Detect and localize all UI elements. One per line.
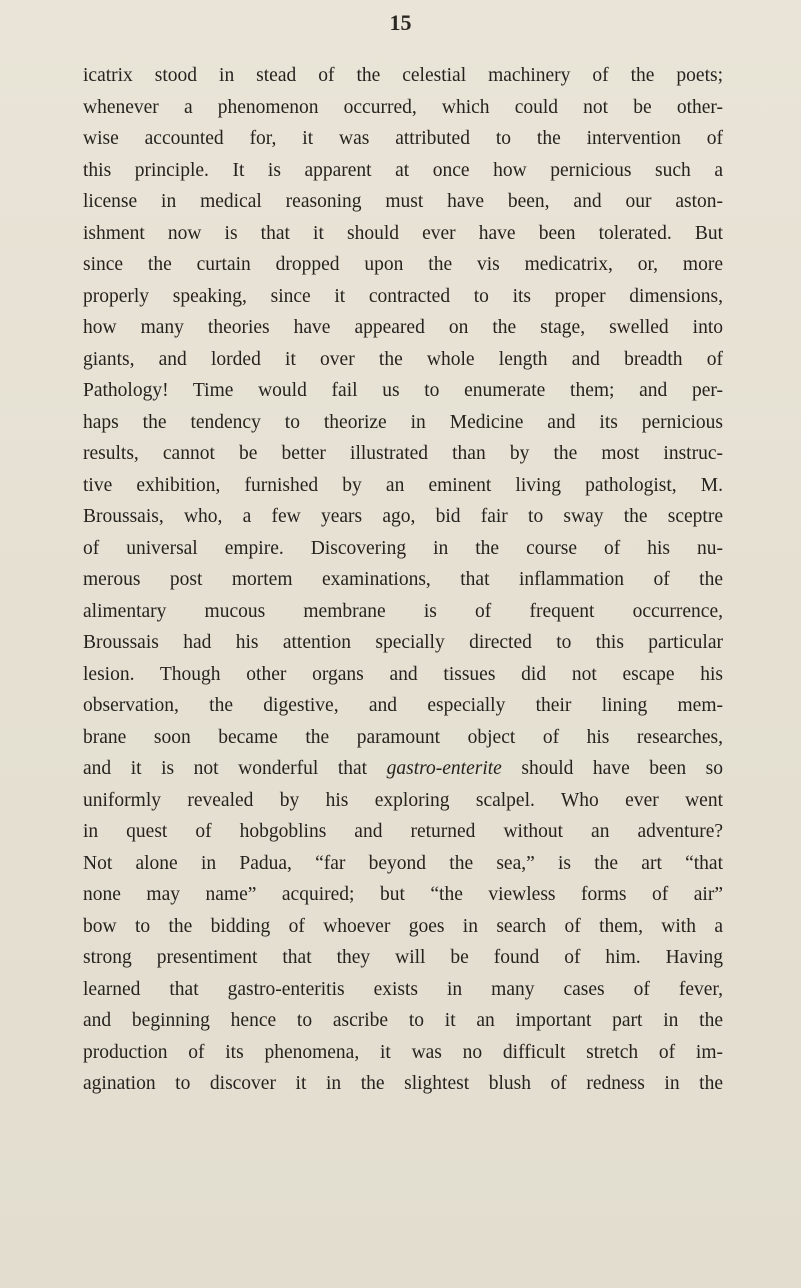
text-line: haps the tendency to theorize in Medicine and its pernicious [83, 411, 723, 433]
text-line: since the curtain dropped upon the vis medicatrix, or, more [83, 254, 723, 275]
text-line: wise accounted for, it was attributed to the intervention of [83, 128, 723, 149]
text-line: Pathology! Time would fail us to enumerate them; and per- [83, 380, 723, 401]
text-line: merous post mortem examinations, that inflammation of the [83, 569, 723, 590]
text-line-with-italic [83, 753, 723, 785]
text-line: in quest of hobgoblins and returned without an adventure? [83, 821, 723, 842]
text-line: results, cannot be better illustrated than by the most instruc- [83, 443, 723, 464]
text-fragment: should have been so [501, 758, 723, 779]
text-line: none may name” acquired; but “the viewless forms of air” [83, 884, 723, 905]
text-line: and beginning hence to ascribe to it an important part in the [83, 1010, 723, 1031]
italic-term: gastro-enterite [386, 758, 502, 779]
page-number: 15 [389, 10, 412, 35]
text-line: brane soon became the paramount object of his researches, [83, 726, 723, 748]
text-line: agination to discover it in the slightest blush of redness in the [83, 1073, 723, 1094]
text-line: Broussais had his attention specially directed to this particular [83, 632, 723, 653]
text-line: whenever a phenomenon occurred, which could not be other- [83, 96, 723, 118]
text-line: observation, the digestive, and especially their lining mem- [83, 695, 723, 716]
text-line: properly speaking, since it contracted to its proper dimensions, [83, 285, 723, 307]
text-line: production of its phenomena, it was no difficult stretch of im- [83, 1041, 723, 1063]
text-fragment: and it is not wonderful that [83, 758, 387, 779]
text-line: alimentary mucous membrane is of frequent occurrence, [83, 600, 723, 622]
text-line: giants, and lorded it over the whole length and breadth of [83, 348, 723, 370]
text-line: strong presentiment that they will be found of him. Having [83, 947, 723, 968]
text-line: how many theories have appeared on the stage, swelled into [83, 317, 723, 338]
body-text [83, 60, 723, 1100]
text-line: uniformly revealed by his exploring scalpel. Who ever went [83, 789, 723, 811]
text-line: of universal empire. Discovering in the course of his nu- [83, 537, 723, 559]
text-line: ishment now is that it should ever have been tolerated. But [83, 222, 723, 244]
text-line: lesion. Though other organs and tissues did not escape his [83, 663, 723, 685]
text-line: Broussais, who, a few years ago, bid fair to sway the sceptre [83, 506, 723, 527]
text-line: this principle. It is apparent at once how pernicious such a [83, 159, 723, 181]
text-line: learned that gastro-enteritis exists in many cases of fever, [83, 978, 723, 1000]
text-line: Not alone in Padua, “far beyond the sea,” is the art “that [83, 852, 723, 874]
text-line: license in medical reasoning must have been, and our aston- [83, 191, 723, 212]
text-line: tive exhibition, furnished by an eminent living pathologist, M. [83, 474, 723, 496]
text-line: bow to the bidding of whoever goes in search of them, with a [83, 915, 723, 937]
text-line: icatrix stood in stead of the celestial machinery of the poets; [83, 65, 723, 86]
